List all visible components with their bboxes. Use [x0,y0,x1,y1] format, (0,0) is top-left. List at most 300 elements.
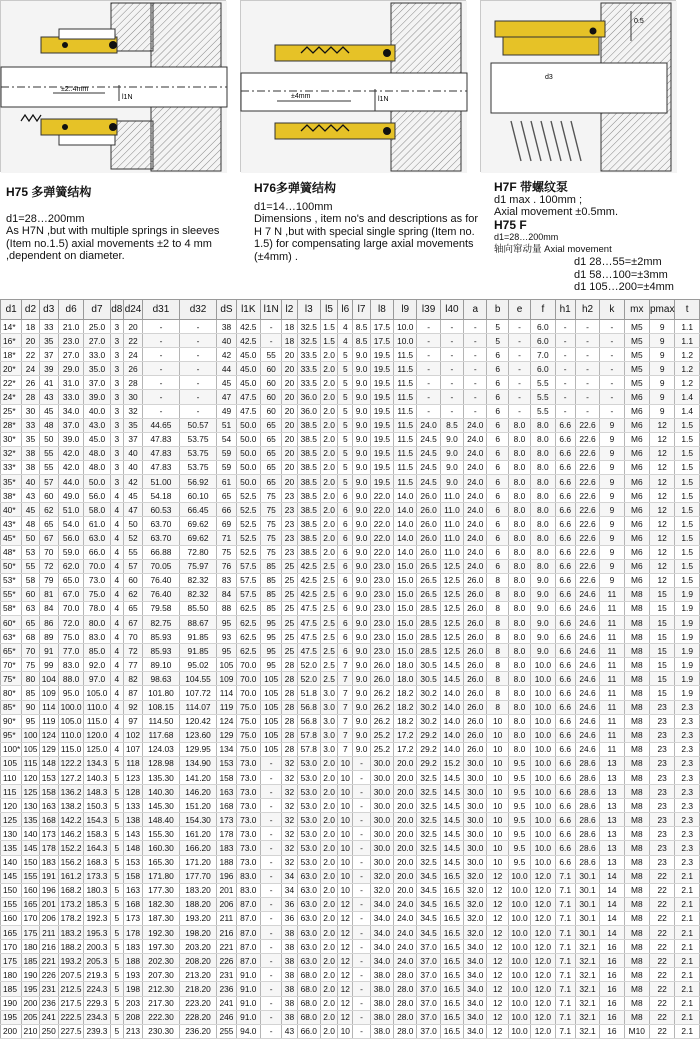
table-cell: 5 [110,785,123,799]
table-cell: 30.2 [417,700,440,714]
table-cell: 2.0 [320,883,337,897]
table-cell: 2.0 [320,926,337,940]
table-cell: 25 [282,630,297,644]
table-cell: 83 [217,573,236,587]
table-cell: 10 [487,756,508,770]
table-cell: 16.5 [440,883,463,897]
table-cell: 25 [282,644,297,658]
table-cell: 1.9 [675,630,700,644]
table-cell: 114 [39,700,58,714]
table-cell: 2.5 [320,573,337,587]
table-cell: 80 [22,672,39,686]
table-cell: 65 [123,601,142,615]
table-cell: 10.0 [531,855,555,869]
table-cell: 24.6 [575,672,599,686]
table-cell: 9 [649,320,674,334]
table-cell: 28* [1,418,22,432]
table-cell: 2.0 [320,982,337,996]
table-cell: 9.0 [353,658,370,672]
table-cell: 24.6 [575,714,599,728]
table-cell: 3 [110,418,123,432]
table-cell: 12 [487,968,508,982]
table-cell: 26 [22,376,39,390]
table-cell: 53.75 [179,432,217,446]
table-cell: 5 [110,911,123,925]
table-cell: 14* [1,320,22,334]
table-cell: 11 [600,630,624,644]
table-cell: 208 [123,1010,142,1024]
table-cell: 24.0 [464,517,487,531]
table-row [1,841,700,855]
table-cell: 76.40 [143,573,180,587]
table-cell: 6 [338,615,353,629]
table-cell: 12 [487,982,508,996]
table-cell: 40.0 [84,404,110,418]
table-cell: 12.0 [531,883,555,897]
table-cell: 34.0 [464,1010,487,1024]
table-cell: 9.0 [440,460,463,474]
table-cell: 213.20 [179,968,217,982]
column-header-l8: l8 [370,300,393,320]
table-cell: 5 [110,982,123,996]
table-cell: 42.5 [297,573,320,587]
table-cell: 14 [600,869,624,883]
table-cell: 135 [22,813,39,827]
table-cell: M8 [624,996,649,1010]
table-cell: M8 [624,827,649,841]
column-header-l39: l39 [417,300,440,320]
table-cell: 23.0 [370,573,393,587]
column-header-l2: l2 [282,300,297,320]
table-cell: M6 [624,517,649,531]
table-cell: 26.0 [417,545,440,559]
table-cell: 85.0 [84,644,110,658]
table-cell: 2.5 [320,644,337,658]
table-cell: 2.5 [320,601,337,615]
table-cell: 168.3 [84,855,110,869]
table-cell: 60.53 [143,503,180,517]
table-cell: 160 [22,883,39,897]
table-cell: 24.6 [575,742,599,756]
table-cell: - [353,940,370,954]
table-cell: 4 [110,503,123,517]
table-cell: 3 [110,446,123,460]
table-cell: 12.0 [531,911,555,925]
table-row [1,996,700,1010]
table-cell: - [353,897,370,911]
table-cell: 196 [39,883,58,897]
table-cell: 28.6 [575,756,599,770]
table-cell: 5 [110,813,123,827]
table-cell: 10 [338,841,353,855]
table-cell: 67.0 [58,587,83,601]
table-cell: 12 [338,954,353,968]
table-cell: 28 [282,672,297,686]
table-cell: - [353,841,370,855]
table-cell: 8 [487,672,508,686]
table-cell: - [353,799,370,813]
table-cell: 10 [487,728,508,742]
table-cell: 12 [487,883,508,897]
table-cell: 40 [22,475,39,489]
table-cell: - [575,348,599,362]
h75f-movement-2: d1 58…100=±3mm [574,268,668,281]
table-cell: 226 [39,968,58,982]
table-cell: M6 [624,475,649,489]
table-cell: 28 [282,658,297,672]
table-cell: 226 [217,954,236,968]
table-cell: 60 [261,376,282,390]
table-cell: 6.6 [555,672,575,686]
table-cell: 26.0 [464,728,487,742]
table-cell: 141.20 [179,771,217,785]
table-cell: 75 [261,503,282,517]
table-cell: 12 [487,996,508,1010]
table-cell: 6.6 [555,827,575,841]
table-cell: 22 [649,926,674,940]
table-cell: - [555,390,575,404]
table-cell: 32.1 [575,982,599,996]
table-cell: 9.0 [353,644,370,658]
table-row [1,897,700,911]
table-cell: 70 [39,545,58,559]
table-cell: 3 [110,475,123,489]
table-cell: 38.0 [370,1010,393,1024]
table-cell: 9.0 [531,573,555,587]
table-cell: 2.0 [320,869,337,883]
table-cell: 12 [338,926,353,940]
table-cell: 52.5 [236,545,260,559]
table-cell: 91.85 [179,644,217,658]
table-cell: 3 [110,404,123,418]
table-cell: 9.0 [353,460,370,474]
table-cell: 26 [123,362,142,376]
column-header-d24: d24 [123,300,142,320]
table-cell: 2.0 [320,799,337,813]
table-cell: 236 [217,982,236,996]
table-cell: 50.57 [179,418,217,432]
table-cell: 173 [217,813,236,827]
table-cell: 5 [487,320,508,334]
table-cell: 14.5 [440,672,463,686]
table-cell: 45 [22,503,39,517]
table-cell: 5 [110,940,123,954]
table-cell: 23 [649,714,674,728]
table-cell: 122.2 [58,756,83,770]
table-cell: 42 [217,348,236,362]
table-cell: 6.6 [555,658,575,672]
table-cell: 15.0 [394,601,417,615]
table-cell: - [508,390,530,404]
table-cell: 20.0 [394,813,417,827]
table-cell: 91.0 [236,982,260,996]
table-cell: 6.6 [555,531,575,545]
table-row [1,334,700,348]
table-cell: 4 [110,700,123,714]
table-cell: 9.5 [508,771,530,785]
table-cell: 115.0 [58,742,83,756]
table-cell: 150 [1,883,22,897]
table-cell: 38.5 [297,489,320,503]
table-cell: 15.2 [440,756,463,770]
table-cell: - [353,926,370,940]
table-cell: 16.5 [440,897,463,911]
table-cell: - [555,362,575,376]
table-cell: 78.0 [84,601,110,615]
table-cell: - [440,404,463,418]
table-cell: 8.0 [508,418,530,432]
table-cell: 50 [39,432,58,446]
table-cell: M8 [624,630,649,644]
table-cell: 73.0 [236,827,260,841]
table-cell: 8.0 [508,503,530,517]
table-cell: 6.6 [555,728,575,742]
table-row [1,926,700,940]
table-cell: 95 [261,658,282,672]
table-cell: 12 [649,489,674,503]
table-cell: M6 [624,531,649,545]
table-cell: 6.6 [555,785,575,799]
table-cell: 8.5 [440,418,463,432]
table-cell: 13 [600,813,624,827]
table-cell: 12.0 [531,897,555,911]
table-cell: - [600,362,624,376]
table-cell: 95 [261,615,282,629]
table-cell: 24.0 [464,531,487,545]
table-cell: 1.5 [320,320,337,334]
table-cell: M6 [624,404,649,418]
table-cell: 30.0 [370,841,393,855]
table-cell: 6 [487,376,508,390]
table-cell: 1.9 [675,658,700,672]
table-cell: 8.0 [531,559,555,573]
table-cell: 48* [1,545,22,559]
table-cell: 114.50 [143,714,180,728]
table-cell: 105 [261,686,282,700]
table-cell: 12 [487,926,508,940]
table-cell: 11 [600,587,624,601]
table-cell: 8.0 [531,517,555,531]
table-cell: 10.0 [394,320,417,334]
table-cell: 9.0 [353,503,370,517]
table-cell: 8 [487,658,508,672]
table-cell: 105 [261,672,282,686]
table-cell: - [353,954,370,968]
table-cell: 140.30 [143,785,180,799]
table-cell: 24.6 [575,615,599,629]
table-cell: 158 [39,785,58,799]
table-cell: 6.6 [555,771,575,785]
table-cell: - [600,390,624,404]
table-cell: 66.0 [84,545,110,559]
table-cell: 3 [110,432,123,446]
table-cell: 4 [110,714,123,728]
table-cell: M6 [624,573,649,587]
table-cell: 56.0 [84,489,110,503]
table-cell: 52.0 [297,658,320,672]
table-cell: 224.3 [84,982,110,996]
table-cell: 26.0 [417,517,440,531]
h75-text: As H7N ,but with multiple springs in sleeves (Item no.1.5) axial movements ±2 to 4 mm ,dependent on diameter. [6,225,220,262]
table-cell: 90* [1,714,22,728]
table-cell: 68.0 [297,982,320,996]
table-cell: 14.5 [440,813,463,827]
table-cell: 2.0 [320,813,337,827]
table-cell: 26.5 [417,587,440,601]
table-cell: 11.5 [394,390,417,404]
table-cell: 12 [649,460,674,474]
table-cell: 32 [282,785,297,799]
table-cell: 32.5 [417,785,440,799]
table-cell: 6.6 [555,756,575,770]
table-cell: 200 [22,996,39,1010]
table-cell: 6.6 [555,475,575,489]
table-cell: 22* [1,376,22,390]
table-cell: 85 [22,686,39,700]
table-cell: 124 [217,714,236,728]
table-cell: 203 [123,996,142,1010]
table-cell: 14.0 [440,728,463,742]
table-cell: 119 [217,700,236,714]
table-cell: 10 [338,756,353,770]
table-cell: - [353,869,370,883]
table-cell: 14.5 [440,658,463,672]
table-cell: 6.6 [555,630,575,644]
table-cell: 10.0 [508,869,530,883]
table-cell: - [261,1024,282,1038]
table-cell: 10.0 [531,799,555,813]
table-cell: 23 [282,531,297,545]
table-cell: 2.0 [320,897,337,911]
table-cell: 8 [487,615,508,629]
table-cell: 23.0 [370,587,393,601]
table-cell: 18.0 [394,672,417,686]
table-cell: - [575,362,599,376]
h7f-axial: Axial movement ±0.5mm. [494,206,619,218]
table-cell: 23 [649,841,674,855]
h7f-max: d1 max . 100mm ; [494,193,583,206]
table-cell: 9 [600,432,624,446]
table-row [1,785,700,799]
table-cell: 91.0 [236,996,260,1010]
table-cell: 38 [282,926,297,940]
table-cell: 95 [261,630,282,644]
table-cell: 163 [39,799,58,813]
table-cell: 205.3 [84,954,110,968]
table-row [1,587,700,601]
table-cell: M6 [624,545,649,559]
table-cell: 91.85 [179,630,217,644]
table-cell: M5 [624,334,649,348]
table-cell: - [261,813,282,827]
table-cell: 11 [600,615,624,629]
table-cell: 1.1 [675,334,700,348]
table-cell: 75 [261,517,282,531]
table-row [1,672,700,686]
table-cell: 115 [22,756,39,770]
table-cell: 97.0 [84,672,110,686]
table-cell: 9.0 [353,714,370,728]
table-cell: 12 [649,545,674,559]
table-cell: 57.8 [297,742,320,756]
table-cell: 2.3 [675,714,700,728]
table-cell: 9 [649,404,674,418]
table-cell: - [440,362,463,376]
table-cell: 66.45 [179,503,217,517]
table-cell: M8 [624,869,649,883]
table-cell: 75.0 [58,630,83,644]
table-cell: 8.0 [531,503,555,517]
table-cell: 35.0 [84,362,110,376]
table-cell: - [353,911,370,925]
drawing-h76 [240,0,466,172]
table-cell: 12 [649,432,674,446]
table-cell: 152.2 [58,841,83,855]
table-cell: - [143,404,180,418]
table-cell: 28 [282,742,297,756]
table-cell: 65 [261,475,282,489]
table-cell: 15 [649,615,674,629]
table-cell: 6 [487,404,508,418]
table-cell: 79 [39,573,58,587]
table-cell: 50.0 [236,446,260,460]
table-cell: 6.6 [555,700,575,714]
table-cell: 16 [600,996,624,1010]
table-cell: 197.30 [143,940,180,954]
table-cell: 2.0 [320,968,337,982]
table-cell: 2.5 [320,559,337,573]
table-cell: 44.65 [143,418,180,432]
column-header-d3: d3 [39,300,58,320]
table-cell: - [600,348,624,362]
table-row [1,658,700,672]
table-cell: 59 [217,460,236,474]
table-cell: - [261,883,282,897]
table-cell: 10.0 [531,672,555,686]
table-cell: 19.5 [370,390,393,404]
table-cell: 43 [22,489,39,503]
table-cell: 9.0 [353,446,370,460]
table-cell: 3 [110,320,123,334]
table-cell: 89 [39,630,58,644]
table-row [1,827,700,841]
table-cell: 90 [22,700,39,714]
table-cell: - [261,897,282,911]
table-cell: 8.0 [508,517,530,531]
table-cell: 37.0 [417,982,440,996]
table-cell: M5 [624,376,649,390]
table-cell: 110.0 [58,728,83,742]
table-cell: - [261,855,282,869]
table-cell: 8.0 [508,587,530,601]
column-header-l1n: l1N [261,300,282,320]
table-cell: 195.3 [84,926,110,940]
table-cell: - [575,320,599,334]
table-cell: 12.5 [440,587,463,601]
table-cell: M6 [624,460,649,474]
table-cell: 45 [123,489,142,503]
table-cell: 24.0 [464,559,487,573]
table-cell: 52.5 [236,489,260,503]
table-cell: 38.0 [370,982,393,996]
table-cell: 25.2 [370,742,393,756]
table-cell: - [440,376,463,390]
table-cell: - [464,390,487,404]
table-cell: 5 [338,418,353,432]
table-cell: 10.0 [508,926,530,940]
table-cell: 177.70 [179,869,217,883]
table-cell: 52.5 [236,503,260,517]
